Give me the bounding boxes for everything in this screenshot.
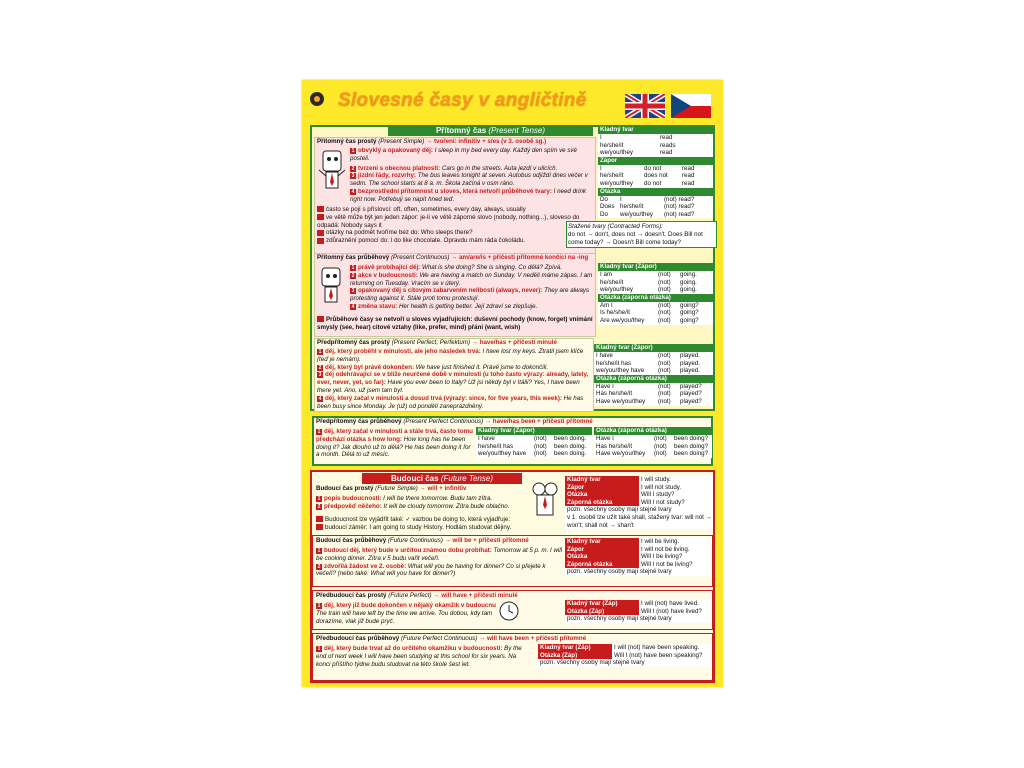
- present-simple-note: ve větě může být jen jeden zápor: je-li ve větě záporné slovo (nobody, nothing...), sloveso do odpadá: Nobody says it: [317, 213, 580, 229]
- table-row: Has he/she/it (not) played?: [596, 390, 702, 398]
- table-row: we/you/they (not) going.: [600, 286, 697, 294]
- table-row: he/she/it does not read: [600, 172, 695, 180]
- present-continuous-point-4: 4 změna stavu: Her health is getting better. Její zdraví se zlepšuje.: [351, 302, 538, 310]
- future-simple-note: budoucí záměr: I am going to study History. Hodlám studovat dějiny.: [316, 524, 561, 532]
- present-continuous-point-1: 1 právě probíhající děj: What is she doing? She is singing. Co dělá? Zpívá.: [351, 264, 562, 271]
- present-simple-notes: [317, 206, 595, 245]
- table-row: Have we/you/they (not) played?: [596, 397, 702, 405]
- present-perfect-point-1: 1 děj, který proběhl v minulosti, ale jeho následek trvá: I have lost my keys. Ztratil jsem klíče (teď je nemám).: [317, 348, 584, 363]
- table-row: I have (not) played.: [596, 352, 700, 359]
- future-perfect-continuous-point-1: 1 děj, který bude trvat až do určitého okamžiku v budoucnosti: By the end of next week I will have been studying at this school for six years. Na konci příštího týdne budu studovat na této škole šest let.: [316, 645, 522, 668]
- table-row: we/you/they do not read: [600, 179, 695, 187]
- present-perfect-points: [317, 348, 595, 410]
- table-row: Zápor I will not be living.: [567, 545, 690, 553]
- present-simple-note: otázky na podmět tvoříme bez do: Who sleeps there?: [317, 229, 595, 237]
- present-simple-point-3: 3 jízdní řády, rozvrhy: The bus leaves tonight at seven. Autobus odjíždí dnes večer v sedm. The school starts at 8 a. m. Škola začíná v osm ráno.: [350, 172, 588, 188]
- present-perfect-point-3: 3 děj odehrávající se v blíže neurčené době v minulosti (u toho často výrazy: already, lately, ever, never, yet, so far): Have you ever been to Italy? Už jsi někdy byl v Itálii? Yes, I have been there yet. Ano, už jsem tam byl.: [317, 371, 589, 394]
- present-band-title: Přítomný čas (Present Tense): [388, 125, 593, 136]
- table-row: Am I (not) going?: [600, 301, 699, 309]
- table-heading: Otázka (záporná otázka): [594, 427, 712, 435]
- future-simple-point-2: 2 předpověď něčeho: It will be cloudy tomorrow. Zítra bude oblačno.: [317, 502, 510, 510]
- present-simple-point-1: 1 obvyklý a opakovaný děj: I sleep in my bed every day. Každý den spím ve své posteli.: [350, 147, 577, 162]
- table-row: Have we/you/they (not) been doing?: [596, 450, 709, 458]
- table-heading: Kladný tvar (Zápor): [476, 427, 592, 435]
- czech-flag-icon: [671, 94, 711, 118]
- present-continuous-points: [350, 264, 595, 311]
- present-simple-table: [598, 126, 713, 218]
- table-row: we/you/they have (not) played.: [596, 367, 700, 375]
- table-row: he/she/it has (not) played.: [596, 359, 700, 367]
- table-heading: Otázka (záporná otázka): [598, 294, 713, 302]
- table-row: Kladný tvar (Záp) I will (not) have lived.: [567, 600, 699, 607]
- table-row: Kladný tvar I will study.: [567, 476, 671, 483]
- present-perfect-point-4: 4 děj, který začal v minulosti a dosud trvá (výrazy: since, for five years, this week): He has been busy since Monday. Je (už) od pondělí zaneprázdněný.: [317, 394, 584, 410]
- present-perfect-continuous-heading: Předpřítomný čas průběhový (Present Perfect Continuous) → have/has been + příčestí přítomné: [316, 418, 593, 425]
- table-row: I read: [600, 134, 673, 141]
- uk-flag-icon: [625, 94, 665, 118]
- present-continuous-heading: Přítomný čas průběhový (Present Continuous) → am/are/is + příčestí přítomné končící na -ing: [317, 254, 589, 261]
- present-continuous-point-2: 2 akce v budoucnosti: We are having a match on Sunday. V neděli máme zápas. I am returning on Tuesday. Vracím se v úterý.: [350, 271, 593, 287]
- binoculars-figure-icon: [528, 480, 562, 520]
- table-row: Do we/you/they (not) read?: [600, 210, 695, 218]
- cartoon-figure-icon: [318, 148, 346, 198]
- table-row: Otázka (Záp) Will I (not) have lived?: [567, 607, 702, 615]
- table-row: I have (not) been doing.: [478, 435, 587, 442]
- table-heading: Kladný tvar (Zápor): [598, 263, 713, 271]
- future-perfect-point-1: 1 děj, který již bude dokončen v nějaký okamžik v budoucnu The train will have left by the time we arrive. Tou dobou, kdy tam dorazíme, vlak již bude pryč.: [316, 602, 496, 625]
- tense-chart-card: [302, 80, 723, 687]
- present-simple-note: zdůraznění pomocí do: I do like chocolate. Opravdu mám ráda čokoládu.: [317, 237, 595, 245]
- future-perfect-continuous-heading: Předbudoucí čas průběhový (Future Perfect Continuous) → will have been + příčestí přítomné: [316, 635, 587, 642]
- table-row: pozn. všechny osoby mají stejné tvary: [567, 506, 672, 514]
- table-row: we/you/they have (not) been doing.: [478, 450, 587, 458]
- future-simple-points: [316, 495, 526, 511]
- table-row: v 1. osobě lze užít také shall, stažený tvar: will not → won't; shall not → shan't: [567, 513, 712, 529]
- table-row: we/you/they read: [600, 149, 673, 157]
- future-simple-note: Budoucnost lze vyjádřit také: ✓ vazbou be doing to, která vyjadřuje:: [316, 516, 561, 524]
- future-simple-table: [565, 476, 713, 529]
- table-row: Does he/she/it (not) read?: [600, 203, 695, 211]
- present-simple-note: často se pojí s příslovci: oft, often, sometimes, every day, always, usually: [317, 206, 595, 214]
- table-row: Is he/she/it (not) going?: [600, 309, 699, 317]
- table-row: Have I (not) played?: [596, 382, 702, 390]
- present-perfect-heading: Předpřítomný čas prostý (Present Perfect; Perfektum) → have/has + příčestí minulé: [317, 339, 557, 346]
- table-row: Záporná otázka Will I not study?: [567, 498, 685, 506]
- future-continuous-point-1: 1 budoucí děj, který bude v určitou známou dobu probíhat: Tomorrow at 5 p. m. I will be cooking dinner. Zítra v 5 budu vařit večeři.: [316, 547, 563, 562]
- future-continuous-points: [316, 547, 564, 578]
- present-continuous-note: Průběhové časy se netvoří u sloves vyjadřujících: duševní pochody (know, forget) vnímání smysly (see, hear) citové vztahy (like, prefer, mind) přání (want, wish): [317, 316, 593, 331]
- present-continuous-table: [598, 263, 713, 325]
- present-simple-point-2: 2 tvrzení s obecnou platností: Cars go in the streets. Auta jezdí v ulicích.: [351, 164, 558, 172]
- present-simple-heading: Přítomný čas prostý (Present Simple) → tvoření: infinitiv + s/es (v 3. osobě sg.): [317, 138, 547, 145]
- table-heading: Kladný tvar (Zápor): [594, 344, 713, 352]
- present-perfect-continuous-table-question: [594, 427, 712, 458]
- table-row: I do not read: [600, 164, 695, 172]
- future-simple-point-1: 1 popis budoucnosti: I will be there tomorrow. Budu tam zítra.: [317, 495, 493, 502]
- table-row: Have I (not) been doing?: [596, 435, 709, 442]
- table-row: Otázka Will I study?: [567, 491, 675, 499]
- present-perfect-table: [594, 344, 713, 406]
- future-continuous-table: [565, 538, 712, 576]
- table-row: pozn. všechny osoby mají stejné tvary: [567, 568, 672, 576]
- table-row: Has he/she/it (not) been doing?: [596, 442, 709, 450]
- table-heading: Otázka: [598, 188, 713, 196]
- table-row: Otázka (Záp) Will I (not) have been speaking?: [540, 651, 703, 659]
- table-heading: Otázka (záporná otázka): [594, 375, 713, 383]
- table-row: he/she/it reads: [600, 141, 676, 149]
- present-perfect-point-2: 2 děj, který byl právě dokončen: We have just finished it. Právě jsme to dokončili.: [318, 363, 549, 371]
- table-row: I am (not) going.: [600, 271, 697, 278]
- table-row: he/she/it (not) going.: [600, 278, 697, 286]
- present-perfect-continuous-table-positive: [476, 427, 592, 458]
- future-continuous-point-2: 2 zdvořilá žádost ve 2. osobě: What will you be having for dinner? Co si přejete k večeři? (nebo také: What will you have for dinner?): [316, 562, 546, 578]
- future-perfect-continuous-table: [538, 644, 712, 667]
- future-simple-notes: [316, 516, 561, 532]
- publisher-logo-icon: [310, 92, 324, 106]
- future-perfect-heading: Předbudoucí čas prostý (Future Perfect) → will have + příčestí minulé: [316, 592, 518, 599]
- table-heading: Kladný tvar: [598, 126, 713, 134]
- table-row: pozn. všechny osoby mají stejné tvary: [567, 615, 672, 623]
- clock-badge-icon: [498, 600, 520, 622]
- chart-title: Slovesné časy v angličtině: [338, 90, 587, 111]
- table-row: Kladný tvar (Záp) I will (not) have been speaking.: [540, 644, 700, 651]
- table-row: pozn. všechny osoby mají stejné tvary: [540, 659, 645, 667]
- cartoon-figure-icon: [318, 266, 344, 312]
- table-row: Záporná otázka Will I not be living?: [567, 560, 693, 568]
- table-row: he/she/it has (not) been doing.: [478, 442, 587, 450]
- future-simple-heading: Budoucí čas prostý (Future Simple) → will + infinitiv: [316, 485, 467, 492]
- present-perfect-continuous-point-1: 1 děj, který začal v minulosti a stále trvá, často tomu předchází otázka s how long: How long has he been doing it? Jak dlouho už to dělá? He has been doing it for a month. Dělá to už měsíc.: [316, 428, 473, 459]
- table-row: Are we/you/they (not) going?: [600, 316, 699, 324]
- contracted-forms-box: Stažené tvary (Contracted Forms): do not → don't, does not → doesn't. Does Bill not come today? → Doesn't Bill come today?: [566, 221, 717, 248]
- table-row: Zápor I will not study.: [567, 483, 682, 491]
- table-heading: Zápor: [598, 157, 713, 165]
- present-simple-point-4: 4 bezprostřední přítomnost u sloves, která netvoří průběhové tvary: I need drink right now. Potřebuji se napít hned teď.: [350, 187, 586, 203]
- future-continuous-heading: Budoucí čas průběhový (Future Continuous) → will be + příčestí přítomné: [316, 537, 529, 544]
- table-row: Do I (not) read?: [600, 195, 695, 203]
- future-perfect-table: [565, 600, 712, 623]
- table-row: Kladný tvar I will be living.: [567, 538, 680, 545]
- present-simple-points: [350, 147, 595, 204]
- future-band-title: Budoucí čas (Future Tense): [362, 473, 522, 484]
- chart-header: [302, 80, 723, 122]
- table-row: Otázka Will I be living?: [567, 553, 683, 561]
- present-continuous-point-3: 3 opakovaný děj s citovým zabarvením nelibosti (always, never): They are always protesting against it. Stále proti tomu protestují.: [350, 287, 590, 303]
